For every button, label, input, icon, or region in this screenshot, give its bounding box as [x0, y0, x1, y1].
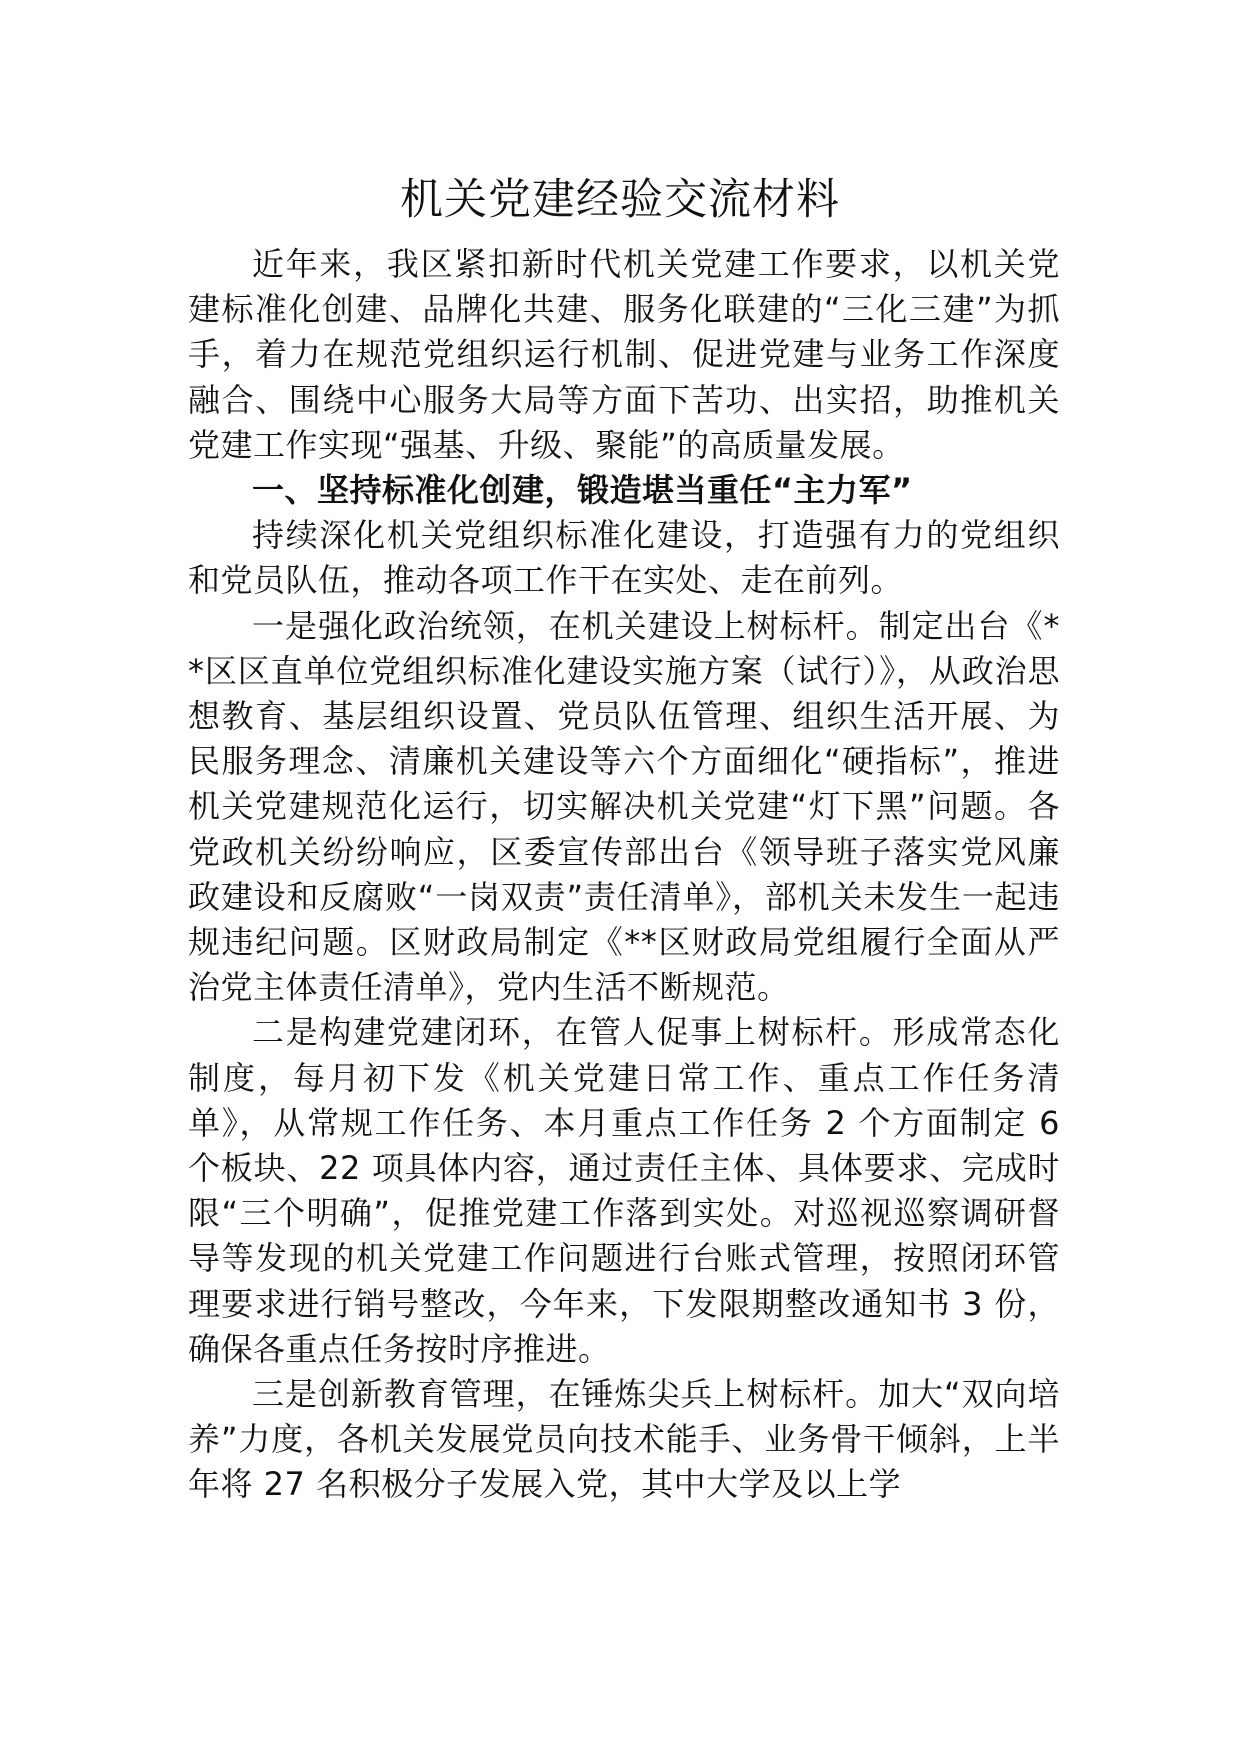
point-3-paragraph: 三是创新教育管理，在锤炼尖兵上树标杆。加大“双向培养”力度，各机关发展党员向技术能手、业务骨干倾斜，上半年将 27 名积极分子发展入党，其中大学及以上学	[188, 1375, 1060, 1504]
document-title: 机关党建经验交流材料	[400, 175, 840, 225]
section-1-intro-paragraph: 持续深化机关党组织标准化建设，打造强有力的党组织和党员队伍，推动各项工作干在实处、走在前列。	[188, 516, 1060, 600]
section-heading-1: 一、坚持标准化创建，锻造堪当重任“主力军”	[252, 471, 913, 510]
intro-paragraph: 近年来，我区紧扣新时代机关党建工作要求，以机关党建标准化创建、品牌化共建、服务化联建的“三化三建”为抓手，着力在规范党组织运行机制、促进党建与业务工作深度融合、围绕中心服务大局等方面下苦功、出实招，助推机关党建工作实现“强基、升级、聚能”的高质量发展。	[188, 245, 1060, 464]
document-body	[188, 242, 1060, 1508]
point-1-paragraph: 一是强化政治统领，在机关建设上树标杆。制定出台《**区区直单位党组织标准化建设实施方案（试行）》，从政治思想教育、基层组织设置、党员队伍管理、组织生活开展、为民服务理念、清廉机关建设等六个方面细化“硬指标”，推进机关党建规范化运行，切实解决机关党建“灯下黑”问题。各党政机关纷纷响应，区委宣传部出台《领导班子落实党风廉政建设和反腐败“一岗双责”责任清单》，部机关未发生一起违规违纪问题。区财政局制定《**区财政局党组履行全面从严治党主体责任清单》，党内生活不断规范。	[188, 606, 1060, 1007]
point-2-paragraph: 二是构建党建闭环，在管人促事上树标杆。形成常态化制度，每月初下发《机关党建日常工作、重点工作任务清单》，从常规工作任务、本月重点工作任务 2 个方面制定 6 个板块、22 项具体内容，通过责任主体、具体要求、完成时限“三个明确”，促推党建工作落到实处。对巡视巡察调研督导等发现的机关党建工作问题进行台账式管理，按照闭环管理要求进行销号整改，今年来，下发限期整改通知书 3 份，确保各重点任务按时序推进。	[188, 1013, 1060, 1368]
